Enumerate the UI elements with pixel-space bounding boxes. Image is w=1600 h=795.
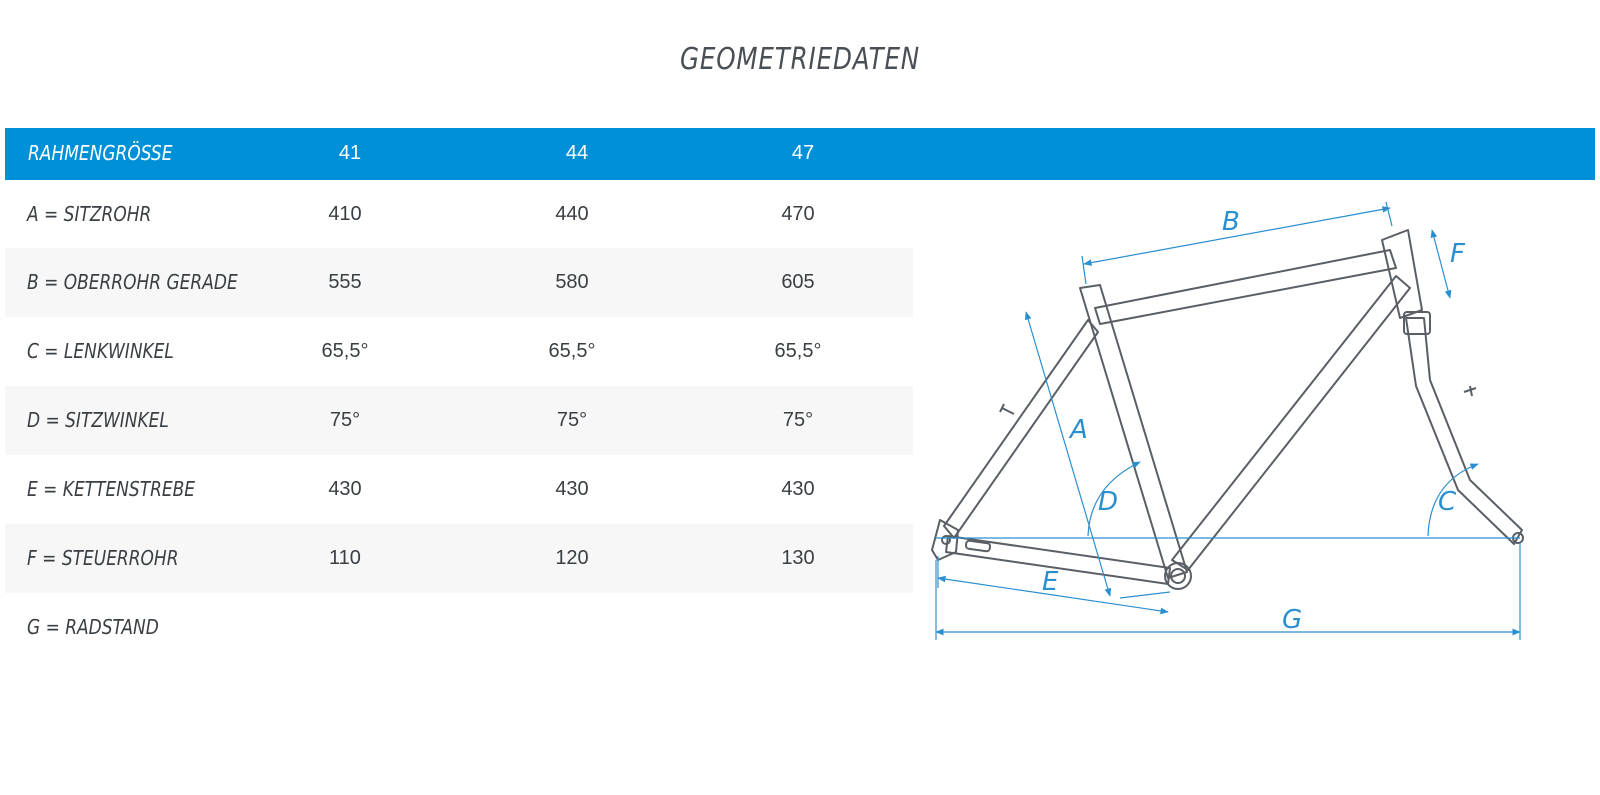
dimension-label-b: B (1222, 207, 1240, 237)
cell-value: 430 (328, 478, 362, 500)
table-row-seat-angle (5, 386, 913, 455)
row-label: A = SITZROHR (27, 202, 152, 226)
cell-value: 130 (781, 547, 815, 569)
cell-value: 75° (782, 409, 814, 431)
cell-value: 65,5° (321, 340, 369, 362)
cell-value: 65,5° (774, 340, 822, 362)
table-row-top-tube (5, 248, 913, 317)
table-row-wheelbase (5, 593, 913, 662)
page-title: GEOMETRIEDATEN (679, 42, 921, 77)
top-tube (1095, 250, 1396, 324)
table-row-seat-tube (5, 180, 913, 249)
dimension-label-f: F (1450, 239, 1465, 269)
table-row-chainstay (5, 455, 913, 524)
row-label: F = STEUERROHR (27, 546, 179, 570)
frame-size-41-header: 41 (338, 142, 362, 164)
fork (1406, 318, 1522, 544)
table-header-bar (5, 128, 1595, 180)
head-tube (1382, 230, 1422, 318)
dimension-label-a: A (1070, 415, 1088, 445)
cell-value: 430 (555, 478, 589, 500)
row-label: D = SITZWINKEL (27, 408, 169, 432)
cell-value: 555 (328, 271, 362, 293)
frame-geometry-diagram (930, 200, 1570, 660)
dimension-label-e: E (1042, 567, 1059, 597)
cell-value: 110 (329, 547, 361, 569)
dimension-lines (936, 202, 1520, 640)
bike-frame (932, 230, 1523, 589)
cell-value: 120 (555, 547, 589, 569)
cell-value: 440 (555, 203, 589, 225)
cell-value: 75° (556, 409, 588, 431)
cell-value: 430 (781, 478, 815, 500)
frame-size-44-header: 44 (565, 142, 589, 164)
cell-value: 75° (329, 409, 361, 431)
down-tube (1172, 276, 1410, 570)
row-label: E = KETTENSTREBE (27, 477, 196, 501)
table-row-head-tube (5, 524, 913, 593)
dimension-label-g: G (1282, 605, 1303, 635)
row-label: B = OBERROHR GERADE (27, 270, 238, 294)
table-row-head-angle (5, 317, 913, 386)
frame-size-47-header: 47 (791, 142, 815, 164)
cell-value: 410 (328, 203, 362, 225)
frame-size-header-label: RAHMENGRÖSSE (28, 141, 173, 165)
row-label: C = LENKWINKEL (27, 339, 174, 363)
cell-value: 470 (781, 203, 815, 225)
row-label: G = RADSTAND (27, 615, 159, 639)
cell-value: 65,5° (548, 340, 596, 362)
cell-value: 605 (781, 271, 815, 293)
dimension-label-d: D (1098, 487, 1119, 517)
cell-value: 580 (555, 271, 589, 293)
dimension-label-c: C (1438, 487, 1457, 517)
